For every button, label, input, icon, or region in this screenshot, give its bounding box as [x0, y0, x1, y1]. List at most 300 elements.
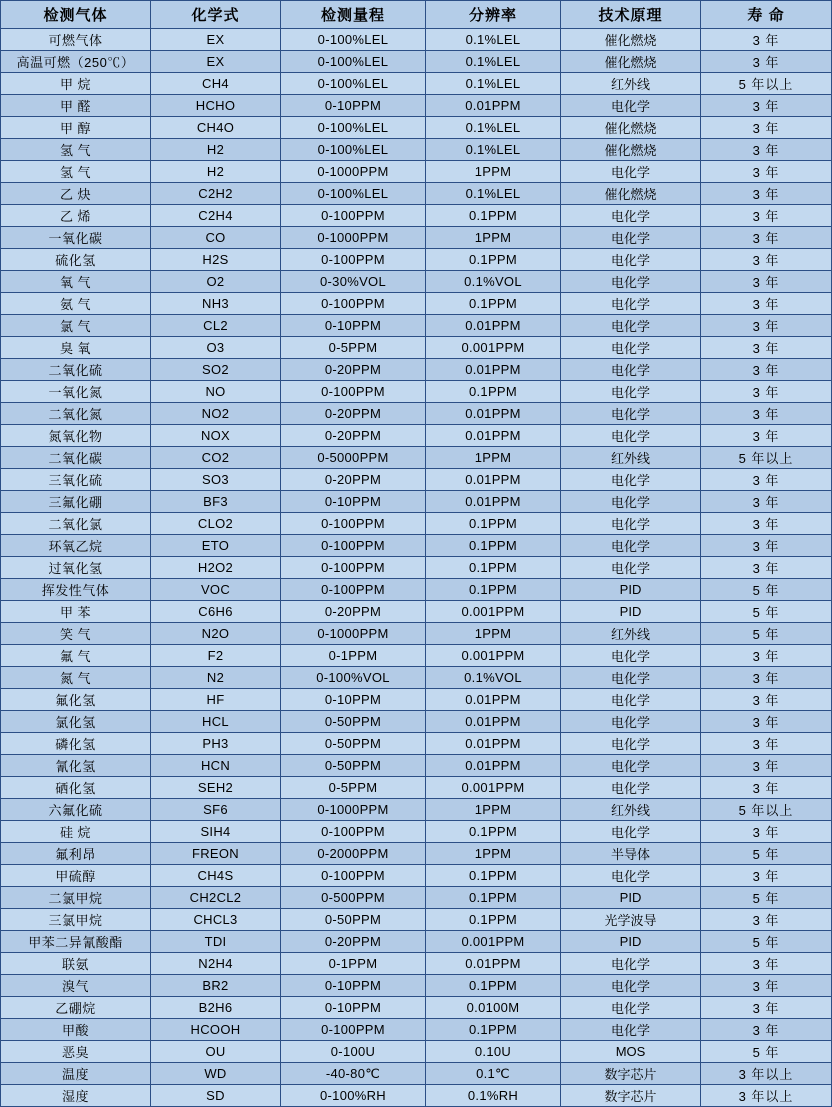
table-cell: 三氟化硼	[1, 491, 151, 513]
table-cell: SIH4	[151, 821, 281, 843]
table-cell: 湿度	[1, 1085, 151, 1107]
table-row	[1, 601, 832, 623]
table-cell: 电化学	[561, 381, 701, 403]
table-cell: TDI	[151, 931, 281, 953]
table-cell: EX	[151, 29, 281, 51]
table-cell: 0-50PPM	[281, 909, 426, 931]
table-cell: 0-20PPM	[281, 403, 426, 425]
table-cell: 红外线	[561, 73, 701, 95]
table-cell: 0-5PPM	[281, 777, 426, 799]
table-cell: 0-20PPM	[281, 931, 426, 953]
table-row	[1, 689, 832, 711]
table-cell: 磷化氢	[1, 733, 151, 755]
table-row	[1, 645, 832, 667]
table-cell: 氢 气	[1, 161, 151, 183]
table-cell: 0.1PPM	[426, 975, 561, 997]
column-header-lifetime: 寿 命	[701, 1, 832, 29]
table-cell: HCN	[151, 755, 281, 777]
table-cell: 电化学	[561, 975, 701, 997]
table-row	[1, 183, 832, 205]
table-cell: 乙 炔	[1, 183, 151, 205]
table-cell: 3 年	[701, 293, 832, 315]
table-cell: 电化学	[561, 777, 701, 799]
table-cell: 3 年	[701, 535, 832, 557]
table-cell: 3 年	[701, 821, 832, 843]
table-cell: 3 年	[701, 271, 832, 293]
table-cell: 5 年以上	[701, 799, 832, 821]
table-cell: FREON	[151, 843, 281, 865]
table-cell: 0.01PPM	[426, 689, 561, 711]
table-cell: 0-1000PPM	[281, 227, 426, 249]
table-cell: N2O	[151, 623, 281, 645]
table-cell: 0-20PPM	[281, 359, 426, 381]
table-cell: 电化学	[561, 425, 701, 447]
table-cell: 0-10PPM	[281, 997, 426, 1019]
table-cell: CLO2	[151, 513, 281, 535]
table-cell: 联氨	[1, 953, 151, 975]
table-row	[1, 711, 832, 733]
table-row	[1, 579, 832, 601]
table-row	[1, 447, 832, 469]
table-cell: PH3	[151, 733, 281, 755]
table-cell: 3 年	[701, 205, 832, 227]
table-cell: 0-30%VOL	[281, 271, 426, 293]
table-cell: 0.01PPM	[426, 315, 561, 337]
table-cell: 0.1PPM	[426, 1019, 561, 1041]
table-cell: 0.1PPM	[426, 579, 561, 601]
table-cell: VOC	[151, 579, 281, 601]
table-cell: 5 年	[701, 843, 832, 865]
table-cell: 0-100PPM	[281, 535, 426, 557]
table-row	[1, 117, 832, 139]
table-header	[1, 1, 832, 29]
table-row	[1, 205, 832, 227]
table-cell: 电化学	[561, 513, 701, 535]
table-row	[1, 271, 832, 293]
table-cell: 氰化氢	[1, 755, 151, 777]
table-cell: 甲酸	[1, 1019, 151, 1041]
table-cell: 0-5000PPM	[281, 447, 426, 469]
table-cell: 3 年	[701, 997, 832, 1019]
table-row	[1, 865, 832, 887]
table-cell: 三氯甲烷	[1, 909, 151, 931]
table-cell: 0.01PPM	[426, 359, 561, 381]
table-cell: 0-50PPM	[281, 755, 426, 777]
table-row	[1, 51, 832, 73]
table-cell: 氯化氢	[1, 711, 151, 733]
table-cell: 0.01PPM	[426, 953, 561, 975]
table-row	[1, 315, 832, 337]
table-row	[1, 293, 832, 315]
table-cell: BR2	[151, 975, 281, 997]
table-row	[1, 623, 832, 645]
table-cell: 氟化氢	[1, 689, 151, 711]
table-cell: 3 年	[701, 733, 832, 755]
table-cell: 3 年	[701, 689, 832, 711]
table-cell: 0-20PPM	[281, 469, 426, 491]
table-cell: 0.1PPM	[426, 293, 561, 315]
table-cell: 电化学	[561, 645, 701, 667]
table-cell: SO3	[151, 469, 281, 491]
table-cell: F2	[151, 645, 281, 667]
table-cell: 电化学	[561, 315, 701, 337]
table-cell: 电化学	[561, 535, 701, 557]
table-cell: 0-1000PPM	[281, 799, 426, 821]
table-cell: 催化燃烧	[561, 139, 701, 161]
table-cell: 0-100PPM	[281, 557, 426, 579]
table-cell: 0.0100M	[426, 997, 561, 1019]
table-cell: 臭 氧	[1, 337, 151, 359]
table-cell: 六氟化硫	[1, 799, 151, 821]
table-cell: 0.1PPM	[426, 381, 561, 403]
table-cell: 氯 气	[1, 315, 151, 337]
table-cell: 0.10U	[426, 1041, 561, 1063]
table-cell: PID	[561, 931, 701, 953]
table-cell: EX	[151, 51, 281, 73]
table-cell: 氟 气	[1, 645, 151, 667]
table-cell: 电化学	[561, 491, 701, 513]
table-cell: H2S	[151, 249, 281, 271]
table-cell: 3 年	[701, 513, 832, 535]
table-cell: OU	[151, 1041, 281, 1063]
table-cell: 3 年	[701, 359, 832, 381]
table-cell: 0-2000PPM	[281, 843, 426, 865]
table-cell: 3 年	[701, 645, 832, 667]
table-cell: 3 年	[701, 711, 832, 733]
table-cell: SEH2	[151, 777, 281, 799]
table-cell: 可燃气体	[1, 29, 151, 51]
table-cell: 甲 醛	[1, 95, 151, 117]
table-row	[1, 161, 832, 183]
table-cell: 电化学	[561, 359, 701, 381]
table-cell: 1PPM	[426, 623, 561, 645]
table-cell: 3 年	[701, 777, 832, 799]
table-cell: 电化学	[561, 227, 701, 249]
table-cell: 硒化氢	[1, 777, 151, 799]
table-cell: 3 年	[701, 425, 832, 447]
table-cell: 0-10PPM	[281, 689, 426, 711]
table-row	[1, 73, 832, 95]
table-cell: 0.1℃	[426, 1063, 561, 1085]
table-cell: B2H6	[151, 997, 281, 1019]
table-row	[1, 381, 832, 403]
table-cell: 甲硫醇	[1, 865, 151, 887]
table-cell: CO2	[151, 447, 281, 469]
table-cell: 溴气	[1, 975, 151, 997]
table-cell: H2	[151, 139, 281, 161]
table-cell: 3 年以上	[701, 1063, 832, 1085]
table-cell: C2H2	[151, 183, 281, 205]
table-cell: 3 年	[701, 183, 832, 205]
table-cell: 二氯甲烷	[1, 887, 151, 909]
table-cell: 乙 烯	[1, 205, 151, 227]
table-cell: 0-100%LEL	[281, 51, 426, 73]
table-row	[1, 491, 832, 513]
table-cell: 0.1%VOL	[426, 667, 561, 689]
table-row	[1, 799, 832, 821]
table-cell: 3 年以上	[701, 1085, 832, 1107]
table-cell: 半导体	[561, 843, 701, 865]
table-cell: 氨 气	[1, 293, 151, 315]
table-cell: 催化燃烧	[561, 183, 701, 205]
table-cell: 电化学	[561, 95, 701, 117]
table-cell: 1PPM	[426, 843, 561, 865]
table-cell: 红外线	[561, 447, 701, 469]
table-cell: 电化学	[561, 953, 701, 975]
table-row	[1, 997, 832, 1019]
table-cell: 电化学	[561, 755, 701, 777]
table-cell: 乙硼烷	[1, 997, 151, 1019]
table-row	[1, 821, 832, 843]
table-cell: 0-100U	[281, 1041, 426, 1063]
table-cell: PID	[561, 579, 701, 601]
table-cell: 0.1%LEL	[426, 139, 561, 161]
table-row	[1, 359, 832, 381]
table-cell: 0-1PPM	[281, 953, 426, 975]
table-cell: 5 年	[701, 1041, 832, 1063]
table-row	[1, 1063, 832, 1085]
table-cell: 催化燃烧	[561, 29, 701, 51]
table-cell: 3 年	[701, 667, 832, 689]
table-cell: 3 年	[701, 315, 832, 337]
table-cell: 0.001PPM	[426, 337, 561, 359]
table-cell: CL2	[151, 315, 281, 337]
table-cell: 0.01PPM	[426, 711, 561, 733]
table-cell: 3 年	[701, 29, 832, 51]
table-cell: NOX	[151, 425, 281, 447]
table-cell: 0-100%LEL	[281, 139, 426, 161]
table-cell: 0-100%LEL	[281, 117, 426, 139]
table-cell: 二氧化氯	[1, 513, 151, 535]
table-cell: ETO	[151, 535, 281, 557]
table-row	[1, 513, 832, 535]
table-cell: 0-1000PPM	[281, 161, 426, 183]
table-cell: 0-100%VOL	[281, 667, 426, 689]
table-row	[1, 733, 832, 755]
table-row	[1, 1019, 832, 1041]
table-row	[1, 337, 832, 359]
table-cell: 0-500PPM	[281, 887, 426, 909]
table-row	[1, 29, 832, 51]
table-row	[1, 975, 832, 997]
table-cell: O2	[151, 271, 281, 293]
table-cell: 5 年	[701, 623, 832, 645]
table-cell: 3 年	[701, 953, 832, 975]
table-cell: 0-10PPM	[281, 95, 426, 117]
table-cell: 3 年	[701, 227, 832, 249]
table-cell: 0.1PPM	[426, 249, 561, 271]
table-row	[1, 139, 832, 161]
table-cell: 3 年	[701, 469, 832, 491]
table-cell: CH4S	[151, 865, 281, 887]
table-cell: 0-10PPM	[281, 975, 426, 997]
table-cell: 电化学	[561, 733, 701, 755]
table-cell: NO2	[151, 403, 281, 425]
table-cell: 电化学	[561, 821, 701, 843]
table-cell: 0-100%LEL	[281, 29, 426, 51]
table-cell: 3 年	[701, 161, 832, 183]
table-cell: 0-100%LEL	[281, 183, 426, 205]
table-row	[1, 1041, 832, 1063]
table-cell: NH3	[151, 293, 281, 315]
table-cell: 3 年	[701, 381, 832, 403]
table-cell: 5 年以上	[701, 73, 832, 95]
table-cell: 0.01PPM	[426, 425, 561, 447]
table-row	[1, 953, 832, 975]
table-cell: 0.01PPM	[426, 733, 561, 755]
table-cell: 硫化氢	[1, 249, 151, 271]
table-row	[1, 227, 832, 249]
table-cell: 0.1%LEL	[426, 51, 561, 73]
table-cell: 5 年	[701, 887, 832, 909]
table-row	[1, 249, 832, 271]
table-cell: 0.01PPM	[426, 491, 561, 513]
table-cell: 1PPM	[426, 799, 561, 821]
table-cell: BF3	[151, 491, 281, 513]
table-body	[1, 29, 832, 1107]
table-cell: 三氧化硫	[1, 469, 151, 491]
table-cell: 0-100PPM	[281, 249, 426, 271]
table-cell: 电化学	[561, 249, 701, 271]
column-header-gas: 检测气体	[1, 1, 151, 29]
table-cell: 1PPM	[426, 227, 561, 249]
table-cell: HCHO	[151, 95, 281, 117]
table-cell: 0-100PPM	[281, 381, 426, 403]
table-cell: 3 年	[701, 337, 832, 359]
table-cell: 0-1000PPM	[281, 623, 426, 645]
table-cell: 电化学	[561, 667, 701, 689]
table-row	[1, 931, 832, 953]
table-cell: 0-50PPM	[281, 733, 426, 755]
table-cell: MOS	[561, 1041, 701, 1063]
table-cell: 0.1PPM	[426, 557, 561, 579]
table-cell: 电化学	[561, 865, 701, 887]
table-cell: 5 年以上	[701, 447, 832, 469]
table-cell: CH2CL2	[151, 887, 281, 909]
table-cell: CH4	[151, 73, 281, 95]
table-cell: 红外线	[561, 799, 701, 821]
table-cell: 0-100%RH	[281, 1085, 426, 1107]
table-row	[1, 777, 832, 799]
table-cell: C2H4	[151, 205, 281, 227]
table-cell: SD	[151, 1085, 281, 1107]
table-cell: 0.1PPM	[426, 887, 561, 909]
table-cell: 催化燃烧	[561, 117, 701, 139]
table-cell: 0-100PPM	[281, 579, 426, 601]
table-cell: 0.1PPM	[426, 535, 561, 557]
table-cell: 红外线	[561, 623, 701, 645]
table-cell: 过氧化氢	[1, 557, 151, 579]
table-row	[1, 1085, 832, 1107]
table-cell: PID	[561, 887, 701, 909]
table-cell: 氢 气	[1, 139, 151, 161]
column-header-formula: 化学式	[151, 1, 281, 29]
table-cell: 0-100%LEL	[281, 73, 426, 95]
table-cell: 0.1PPM	[426, 865, 561, 887]
table-cell: 二氧化氮	[1, 403, 151, 425]
table-cell: 5 年	[701, 579, 832, 601]
table-cell: 甲 烷	[1, 73, 151, 95]
table-cell: 甲 醇	[1, 117, 151, 139]
table-cell: 3 年	[701, 51, 832, 73]
table-cell: 0-20PPM	[281, 601, 426, 623]
table-cell: 0.01PPM	[426, 755, 561, 777]
table-row	[1, 843, 832, 865]
table-cell: 0.001PPM	[426, 777, 561, 799]
table-cell: 0.1PPM	[426, 513, 561, 535]
header-row	[1, 1, 832, 29]
table-cell: 0.1PPM	[426, 909, 561, 931]
table-cell: -40-80℃	[281, 1063, 426, 1085]
table-row	[1, 535, 832, 557]
table-cell: 0.001PPM	[426, 601, 561, 623]
table-cell: SO2	[151, 359, 281, 381]
table-cell: 高温可燃（250℃）	[1, 51, 151, 73]
table-cell: 甲苯二异氰酸酯	[1, 931, 151, 953]
table-cell: CH4O	[151, 117, 281, 139]
table-cell: NO	[151, 381, 281, 403]
table-cell: 3 年	[701, 1019, 832, 1041]
table-cell: 3 年	[701, 975, 832, 997]
table-cell: 0.1PPM	[426, 821, 561, 843]
table-cell: 电化学	[561, 711, 701, 733]
table-cell: CHCL3	[151, 909, 281, 931]
table-cell: 催化燃烧	[561, 51, 701, 73]
table-cell: 0.01PPM	[426, 95, 561, 117]
table-cell: CO	[151, 227, 281, 249]
table-cell: 电化学	[561, 1019, 701, 1041]
table-cell: 二氧化碳	[1, 447, 151, 469]
table-cell: 3 年	[701, 865, 832, 887]
table-cell: 电化学	[561, 337, 701, 359]
table-cell: 恶臭	[1, 1041, 151, 1063]
table-cell: 5 年	[701, 931, 832, 953]
table-cell: 0-5PPM	[281, 337, 426, 359]
table-cell: 3 年	[701, 117, 832, 139]
table-cell: 0-50PPM	[281, 711, 426, 733]
table-cell: 0.001PPM	[426, 931, 561, 953]
table-cell: 0.001PPM	[426, 645, 561, 667]
table-cell: 0-100PPM	[281, 865, 426, 887]
table-row	[1, 755, 832, 777]
table-cell: 0.01PPM	[426, 403, 561, 425]
table-cell: 光学波导	[561, 909, 701, 931]
table-cell: 0.1%RH	[426, 1085, 561, 1107]
table-cell: 0-20PPM	[281, 425, 426, 447]
table-cell: 挥发性气体	[1, 579, 151, 601]
table-cell: 笑 气	[1, 623, 151, 645]
table-cell: 二氧化硫	[1, 359, 151, 381]
table-cell: 电化学	[561, 403, 701, 425]
table-cell: 温度	[1, 1063, 151, 1085]
table-cell: 电化学	[561, 997, 701, 1019]
table-cell: 3 年	[701, 403, 832, 425]
table-cell: 5 年	[701, 601, 832, 623]
table-cell: 一氧化氮	[1, 381, 151, 403]
table-cell: 0.01PPM	[426, 469, 561, 491]
table-row	[1, 909, 832, 931]
table-cell: 氮 气	[1, 667, 151, 689]
table-cell: WD	[151, 1063, 281, 1085]
table-row	[1, 95, 832, 117]
table-cell: 3 年	[701, 95, 832, 117]
table-cell: 3 年	[701, 557, 832, 579]
table-cell: 0-10PPM	[281, 491, 426, 513]
table-cell: 一氧化碳	[1, 227, 151, 249]
table-cell: 3 年	[701, 249, 832, 271]
table-cell: 3 年	[701, 491, 832, 513]
table-cell: 3 年	[701, 139, 832, 161]
